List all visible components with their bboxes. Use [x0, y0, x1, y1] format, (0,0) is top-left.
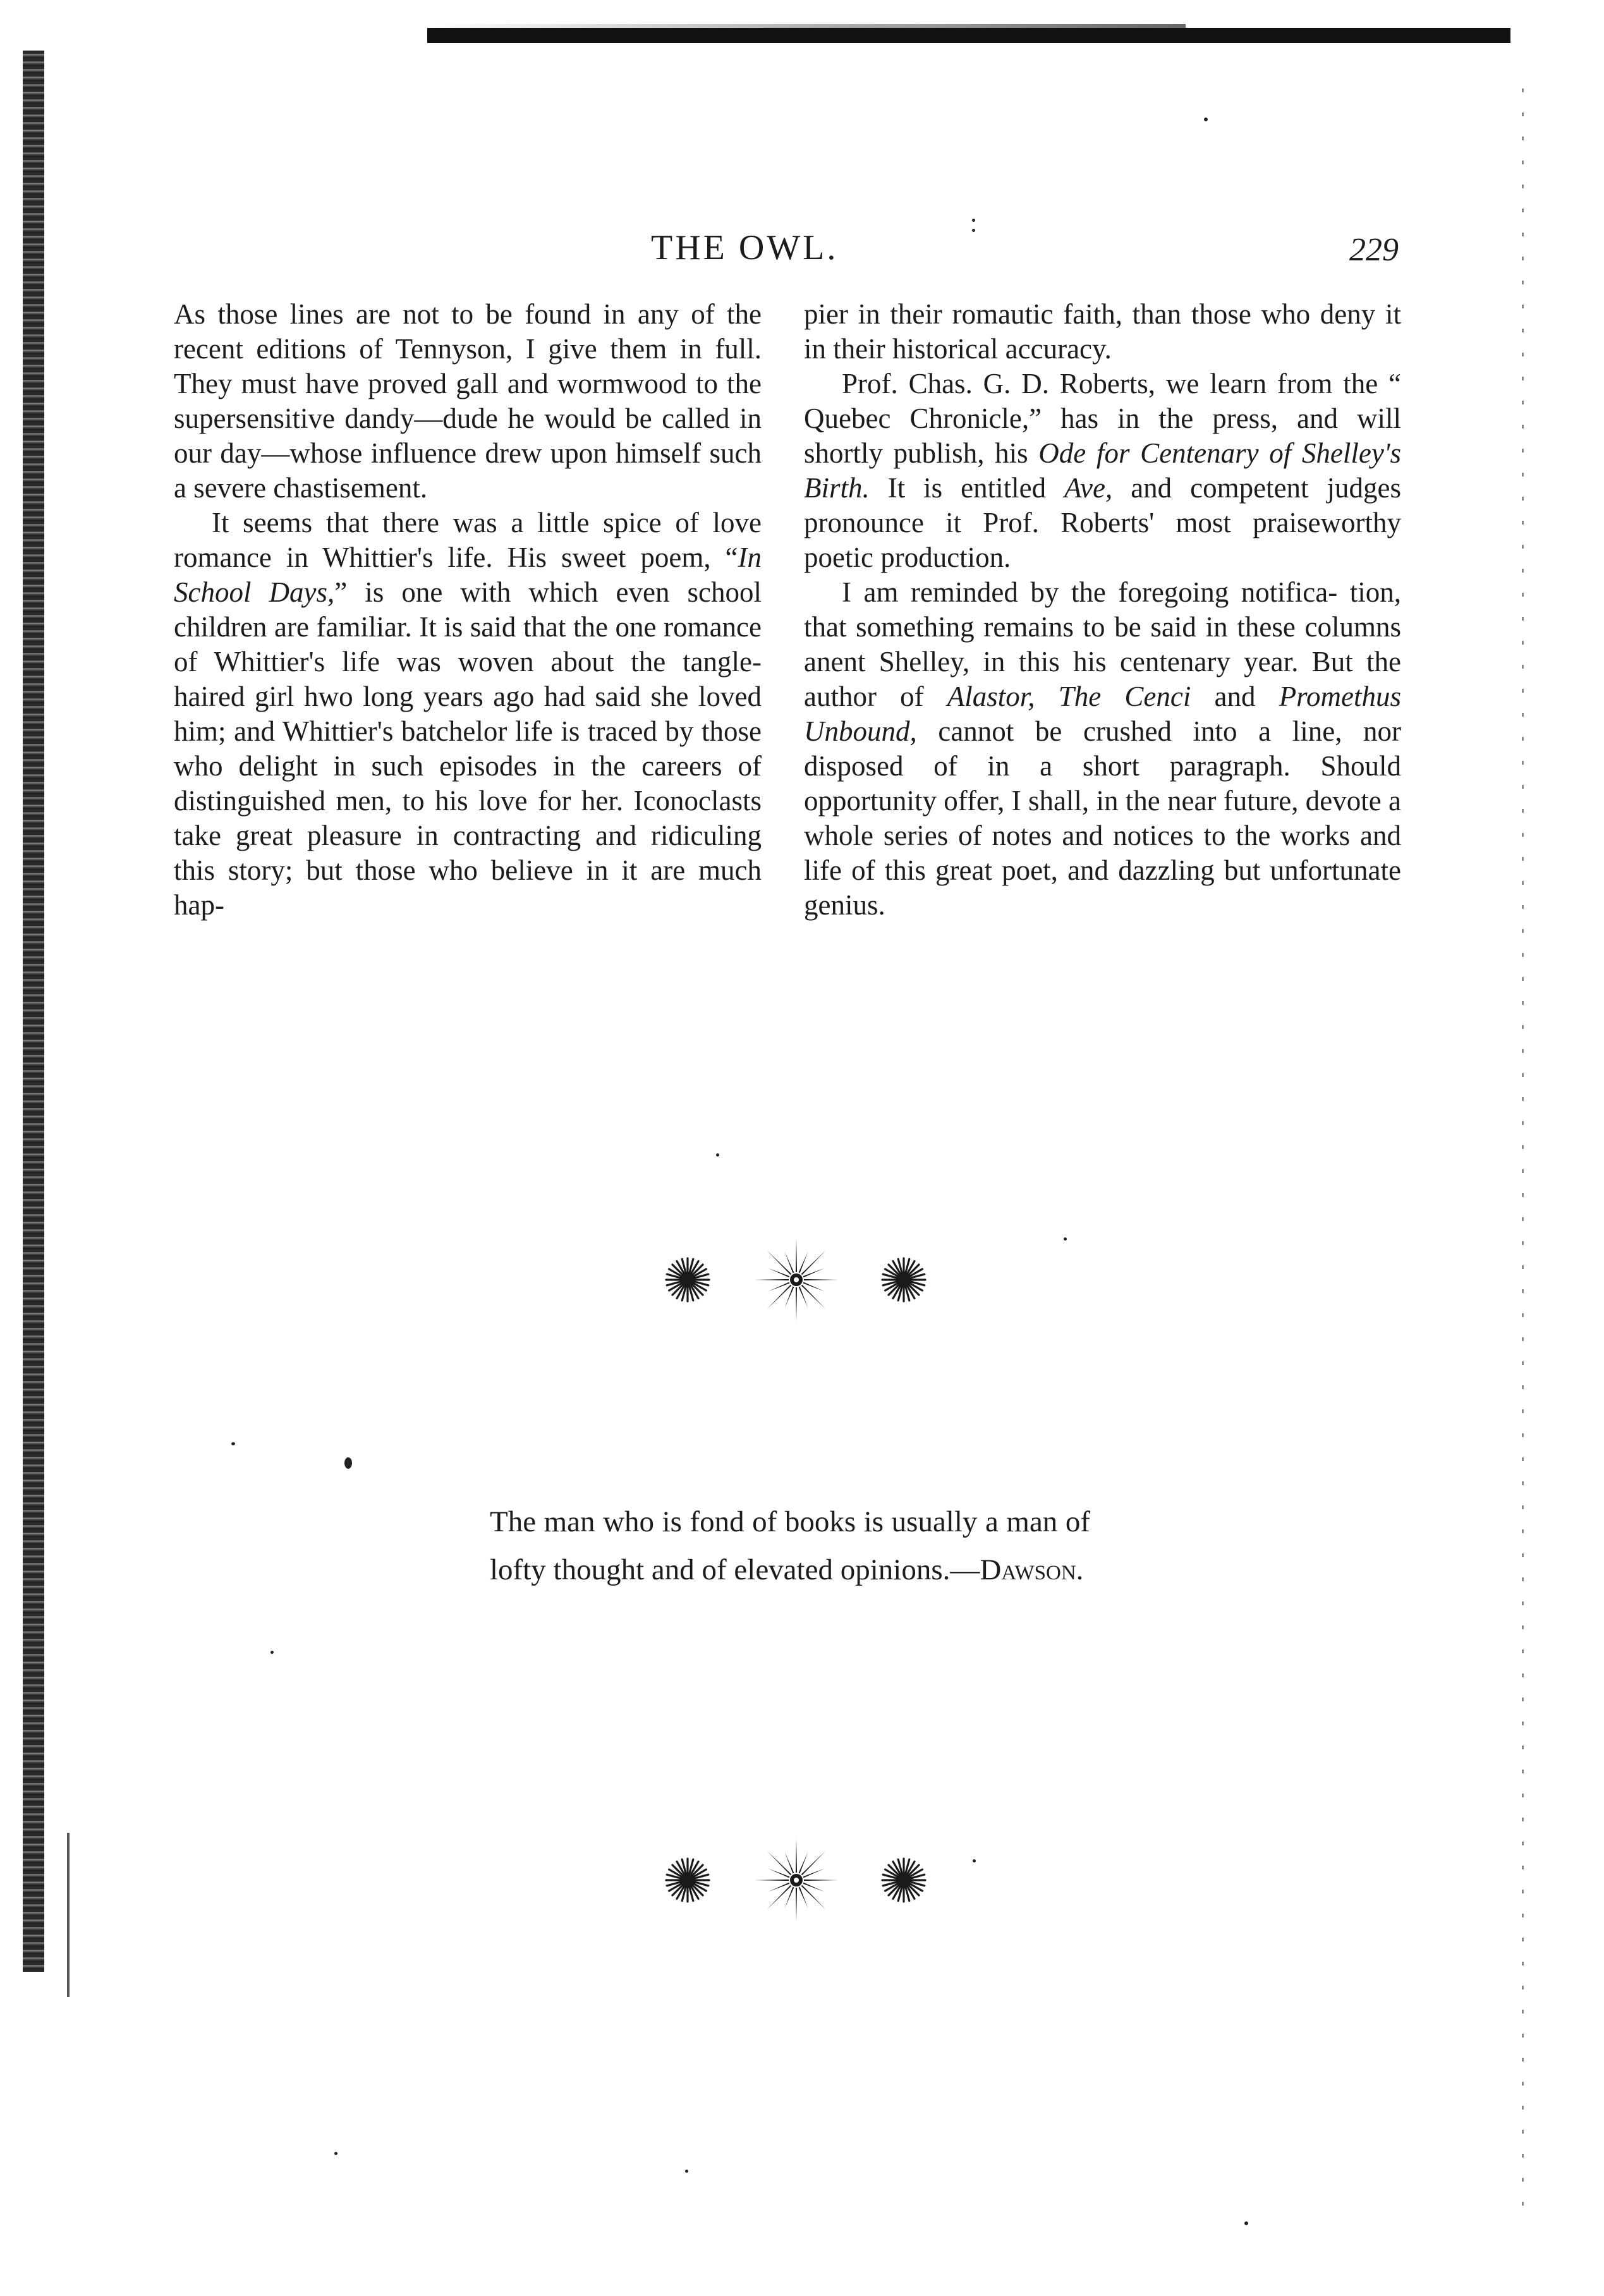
scan-speck [972, 229, 975, 232]
text-line: As those lines are not to be found in any [174, 298, 679, 330]
text-line: I am reminded by the foregoing notifica- [842, 576, 1338, 608]
ave-title: Ave, [1064, 472, 1113, 504]
paragraph-roberts [804, 367, 1401, 575]
small-starburst-icon [882, 1859, 925, 1902]
text-line: works and life of this great poet, and [804, 820, 1401, 886]
text-line: and Whittier's batchelor life is traced by [234, 715, 694, 747]
text-line: It is entitled [869, 472, 1047, 504]
text-line: a short paragraph. Should opportunity [804, 750, 1401, 817]
text-line: be crushed into a line, nor disposed of in [804, 715, 1402, 782]
text-line: and wormwood to the supersensitive [174, 368, 762, 434]
text-line: these columns anent Shelley, in this his [804, 611, 1402, 677]
quote-author: Dawson. [980, 1553, 1084, 1586]
scan-speck [344, 1457, 352, 1469]
paragraph-shelley [804, 575, 1401, 923]
text-line: day—whose influence drew upon himself [220, 437, 702, 469]
scan-speck [1244, 2221, 1248, 2225]
ode-title: Ode for [1038, 437, 1130, 469]
binding-edge-tail [67, 1833, 70, 1997]
text-line: production. [880, 542, 1011, 573]
top-rule [427, 28, 1510, 43]
text-line: them in full. They must have proved gall [174, 333, 762, 399]
text-line: whole series of notes and notices to the [804, 820, 1271, 851]
text-line: and [1191, 681, 1279, 712]
text-line: press, and will shortly publish, his [804, 403, 1401, 469]
text-line: careers of distinguished men, to his love [174, 750, 762, 817]
ornament-divider-bottom [657, 1836, 935, 1924]
text-line: love romance in Whittier's life. His sweet [174, 507, 762, 573]
running-title: THE OWL. [651, 228, 839, 267]
alastor-title: Alastor, [947, 681, 1035, 712]
left-column [174, 297, 762, 923]
text-line: from the “ Quebec Chronicle,” has in the [804, 368, 1401, 434]
text-line: in contracting and ridiculing this story; [174, 820, 762, 886]
small-starburst-icon [666, 1859, 709, 1902]
text-line: It seems that there was a little spice of [212, 507, 699, 538]
scan-speck [334, 2152, 337, 2155]
text-line: even school children are familiar. It is [174, 576, 762, 643]
text-line: and competent judges pronounce it [804, 472, 1401, 538]
text-line: Prof. Chas. G. D. Roberts, we learn [842, 368, 1267, 399]
scan-speck [1064, 1237, 1067, 1241]
scan-speck [716, 1153, 719, 1157]
scan-speck [270, 1651, 274, 1654]
text-line: tion, that something remains to be said in [804, 576, 1401, 643]
starburst-ornament-icon [657, 1236, 935, 1324]
text-line: said that the one romance of Whittier's [174, 611, 762, 677]
text-line: ” is one with which [334, 576, 598, 608]
quote-line: elevated opinions.— [734, 1553, 980, 1586]
paragraph-whittier [174, 506, 762, 923]
text-line: offer, I shall, in the near future, devote a [944, 785, 1401, 817]
text-line: of the recent editions of Tennyson, I give [174, 298, 762, 365]
prometheus-title: Promethus Unbound, [804, 681, 1402, 747]
quote-line: usually a man of lofty thought and of [490, 1505, 1091, 1586]
cenci-title: The Cenci [1058, 681, 1191, 712]
scan-speck [231, 1442, 235, 1445]
large-starburst-icon [755, 1238, 838, 1321]
small-starburst-icon [666, 1258, 709, 1301]
page-number: 229 [1349, 232, 1399, 268]
text-line: but those who believe in it are much hap- [174, 854, 762, 921]
scan-speck [685, 2170, 688, 2173]
dawson-quote [490, 1498, 1090, 1594]
poem-title: In School Days, [174, 542, 762, 608]
text-line: centenary year. But the author of [804, 646, 1401, 712]
text-line: such a severe chastisement. [174, 437, 762, 504]
text-line: dazzling but unfortunate genius. [804, 854, 1401, 921]
scan-speck [973, 1859, 976, 1862]
binding-edge [23, 51, 44, 1972]
scan-speck [1204, 118, 1208, 121]
starburst-ornament-icon [657, 1836, 935, 1924]
paragraph-tennyson [174, 297, 762, 506]
text-line: poem, “ [640, 542, 738, 573]
paragraph-continuation [804, 297, 1401, 367]
text-line: hwo long years ago had said she loved him; [174, 681, 762, 747]
small-starburst-icon [882, 1258, 925, 1301]
large-starburst-icon [755, 1838, 838, 1922]
right-column [804, 297, 1401, 923]
right-page-edge [1522, 88, 1524, 2225]
text-line: for her. Iconoclasts take great pleasure [174, 785, 762, 851]
text-line: pier in their romautic faith, than those who [804, 298, 1311, 330]
text-line: Prof. Roberts' most praiseworthy poetic [804, 507, 1402, 573]
text-line: cannot [916, 715, 1014, 747]
text-line: life was woven about the tangle-haired girl [174, 646, 762, 712]
ode-title-cont: Centenary of Shelley's Birth. [804, 437, 1401, 504]
scan-speck [972, 219, 975, 222]
ornament-divider-top [657, 1236, 935, 1324]
text-line: deny it in their historical accuracy. [804, 298, 1401, 365]
text-line: those who delight in such episodes in the [174, 715, 762, 782]
text-line: dandy—dude he would be called in our [174, 403, 762, 469]
quote-line: The man who is fond of books is [490, 1505, 884, 1538]
